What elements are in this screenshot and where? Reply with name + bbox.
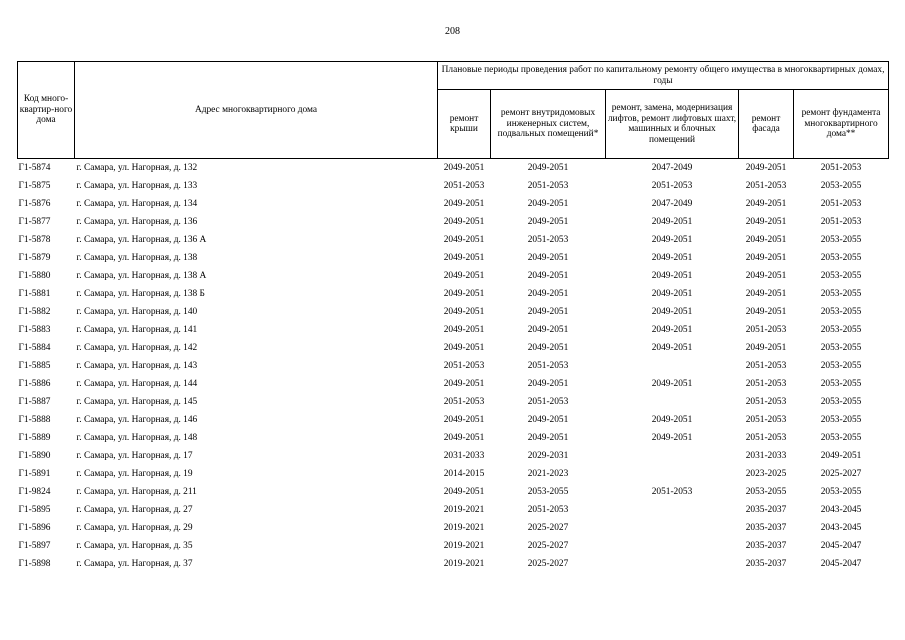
house-code: Г1-5888 xyxy=(18,414,51,425)
table-header xyxy=(18,62,889,159)
foundation-period: 2053-2055 xyxy=(820,288,862,299)
page-number: 208 xyxy=(445,26,460,37)
foundation-period: 2053-2055 xyxy=(820,396,862,407)
facade-period: 2031-2033 xyxy=(745,450,787,461)
elevators-period xyxy=(606,537,739,555)
facade-period: 2051-2053 xyxy=(745,378,787,389)
house-code: Г1-5883 xyxy=(18,324,51,335)
facade-period: 2035-2037 xyxy=(745,504,787,515)
header-address: Адрес многоквартирного дома xyxy=(75,62,438,159)
house-address: г. Самара, ул. Нагорная, д. 37 xyxy=(76,558,193,569)
elevators-period: 2049-2051 xyxy=(651,306,693,317)
facade-period: 2051-2053 xyxy=(745,180,787,191)
elevators-period: 2051-2053 xyxy=(651,180,693,191)
facade-period: 2049-2051 xyxy=(745,216,787,227)
engineering-period: 2051-2053 xyxy=(527,180,569,191)
foundation-period: 2053-2055 xyxy=(820,360,862,371)
roof-period: 2049-2051 xyxy=(443,216,485,227)
engineering-period: 2049-2051 xyxy=(527,306,569,317)
elevators-period xyxy=(606,465,739,483)
foundation-period: 2045-2047 xyxy=(820,558,862,569)
house-address: г. Самара, ул. Нагорная, д. 132 xyxy=(75,159,438,178)
house-code: Г1-5880 xyxy=(18,270,51,281)
elevators-period: 2049-2051 xyxy=(651,414,693,425)
foundation-period: 2053-2055 xyxy=(820,180,862,191)
engineering-period: 2049-2051 xyxy=(527,288,569,299)
foundation-period: 2053-2055 xyxy=(820,234,862,245)
table-row xyxy=(18,447,889,465)
roof-period: 2049-2051 xyxy=(443,324,485,335)
house-code: Г1-5874 xyxy=(18,159,75,178)
roof-period: 2049-2051 xyxy=(443,432,485,443)
foundation-period: 2051-2053 xyxy=(794,159,889,178)
table-row xyxy=(18,249,889,267)
engineering-period: 2051-2053 xyxy=(527,396,569,407)
foundation-period: 2043-2045 xyxy=(820,504,862,515)
house-code: Г1-5898 xyxy=(18,558,51,569)
elevators-period: 2049-2051 xyxy=(651,216,693,227)
engineering-period: 2021-2023 xyxy=(527,468,569,479)
house-address: г. Самара, ул. Нагорная, д. 138 А xyxy=(76,270,207,281)
table-row xyxy=(18,213,889,231)
table-row xyxy=(18,231,889,249)
engineering-period: 2049-2051 xyxy=(527,198,569,209)
facade-period: 2035-2037 xyxy=(745,522,787,533)
table-row xyxy=(18,159,889,178)
table-row xyxy=(18,267,889,285)
roof-period: 2051-2053 xyxy=(443,180,485,191)
header-facade: ремонт фасада xyxy=(739,90,794,159)
facade-period: 2035-2037 xyxy=(745,540,787,551)
house-address: г. Самара, ул. Нагорная, д. 27 xyxy=(76,504,193,515)
house-code: Г1-5889 xyxy=(18,432,51,443)
facade-period: 2049-2051 xyxy=(745,342,787,353)
elevators-period xyxy=(606,555,739,573)
elevators-period: 2049-2051 xyxy=(651,432,693,443)
roof-period: 2049-2051 xyxy=(443,342,485,353)
header-elevators: ремонт, замена, модернизация лифтов, ремонт лифтовых шахт, машинных и блочных помещений xyxy=(606,90,739,159)
roof-period: 2049-2051 xyxy=(438,159,491,178)
house-address: г. Самара, ул. Нагорная, д. 29 xyxy=(76,522,193,533)
foundation-period: 2049-2051 xyxy=(820,450,862,461)
engineering-period: 2053-2055 xyxy=(527,486,569,497)
roof-period: 2019-2021 xyxy=(443,504,485,515)
roof-period: 2049-2051 xyxy=(443,378,485,389)
engineering-period: 2025-2027 xyxy=(527,540,569,551)
elevators-period: 2049-2051 xyxy=(651,342,693,353)
house-address: г. Самара, ул. Нагорная, д. 143 xyxy=(76,360,198,371)
foundation-period: 2053-2055 xyxy=(820,270,862,281)
foundation-period: 2051-2053 xyxy=(820,216,862,227)
table-row xyxy=(18,429,889,447)
engineering-period: 2049-2051 xyxy=(527,378,569,389)
roof-period: 2049-2051 xyxy=(443,306,485,317)
foundation-period: 2053-2055 xyxy=(820,252,862,263)
house-address: г. Самара, ул. Нагорная, д. 141 xyxy=(76,324,198,335)
table-row xyxy=(18,375,889,393)
facade-period: 2051-2053 xyxy=(745,414,787,425)
house-code: Г1-5884 xyxy=(18,342,51,353)
engineering-period: 2049-2051 xyxy=(527,342,569,353)
house-code: Г1-5885 xyxy=(18,360,51,371)
table-row xyxy=(18,393,889,411)
house-code: Г1-5879 xyxy=(18,252,51,263)
roof-period: 2014-2015 xyxy=(443,468,485,479)
facade-period: 2035-2037 xyxy=(745,558,787,569)
foundation-period: 2053-2055 xyxy=(820,414,862,425)
header-foundation: ремонт фундамента многоквартирного дома** xyxy=(794,90,889,159)
elevators-period xyxy=(606,357,739,375)
repair-plan-table xyxy=(17,61,889,573)
roof-period: 2051-2053 xyxy=(443,396,485,407)
foundation-period: 2043-2045 xyxy=(820,522,862,533)
house-code: Г1-5897 xyxy=(18,540,51,551)
elevators-period: 2047-2049 xyxy=(606,159,739,178)
house-address: г. Самара, ул. Нагорная, д. 133 xyxy=(76,180,198,191)
facade-period: 2049-2051 xyxy=(745,252,787,263)
house-address: г. Самара, ул. Нагорная, д. 140 xyxy=(76,306,198,317)
house-address: г. Самара, ул. Нагорная, д. 136 xyxy=(76,216,198,227)
facade-period: 2049-2051 xyxy=(745,234,787,245)
roof-period: 2019-2021 xyxy=(443,540,485,551)
header-periods: Плановые периоды проведения работ по капитальному ремонту общего имущества в многоквартирных домах, годы xyxy=(438,62,889,90)
table-row xyxy=(18,519,889,537)
house-address: г. Самара, ул. Нагорная, д. 138 Б xyxy=(76,288,205,299)
table-row xyxy=(18,501,889,519)
table-row xyxy=(18,555,889,573)
foundation-period: 2051-2053 xyxy=(820,198,862,209)
roof-period: 2049-2051 xyxy=(443,270,485,281)
roof-period: 2049-2051 xyxy=(443,486,485,497)
foundation-period: 2025-2027 xyxy=(820,468,862,479)
house-address: г. Самара, ул. Нагорная, д. 134 xyxy=(76,198,198,209)
facade-period: 2053-2055 xyxy=(745,486,787,497)
table-body xyxy=(18,159,889,574)
table-row xyxy=(18,285,889,303)
facade-period: 2049-2051 xyxy=(745,306,787,317)
table-row xyxy=(18,357,889,375)
house-code: Г1-5878 xyxy=(18,234,51,245)
engineering-period: 2025-2027 xyxy=(527,558,569,569)
house-code: Г1-5875 xyxy=(18,180,51,191)
table-row xyxy=(18,411,889,429)
foundation-period: 2053-2055 xyxy=(820,306,862,317)
house-code: Г1-9824 xyxy=(18,486,51,497)
house-address: г. Самара, ул. Нагорная, д. 144 xyxy=(76,378,198,389)
roof-period: 2049-2051 xyxy=(443,198,485,209)
foundation-period: 2045-2047 xyxy=(820,540,862,551)
facade-period: 2049-2051 xyxy=(745,288,787,299)
foundation-period: 2053-2055 xyxy=(820,432,862,443)
elevators-period xyxy=(606,393,739,411)
facade-period: 2023-2025 xyxy=(745,468,787,479)
roof-period: 2049-2051 xyxy=(443,234,485,245)
roof-period: 2049-2051 xyxy=(443,414,485,425)
house-code: Г1-5891 xyxy=(18,468,51,479)
elevators-period: 2047-2049 xyxy=(651,198,693,209)
foundation-period: 2053-2055 xyxy=(820,378,862,389)
header-code: Код много-квартир-ного дома xyxy=(18,62,75,159)
table-row xyxy=(18,321,889,339)
roof-period: 2019-2021 xyxy=(443,558,485,569)
house-code: Г1-5890 xyxy=(18,450,51,461)
engineering-period: 2051-2053 xyxy=(527,360,569,371)
roof-period: 2049-2051 xyxy=(443,252,485,263)
facade-period: 2051-2053 xyxy=(745,396,787,407)
engineering-period: 2049-2051 xyxy=(527,324,569,335)
elevators-period: 2049-2051 xyxy=(651,234,693,245)
roof-period: 2019-2021 xyxy=(443,522,485,533)
elevators-period: 2049-2051 xyxy=(651,252,693,263)
foundation-period: 2053-2055 xyxy=(820,486,862,497)
house-address: г. Самара, ул. Нагорная, д. 146 xyxy=(76,414,198,425)
house-address: г. Самара, ул. Нагорная, д. 145 xyxy=(76,396,198,407)
engineering-period: 2029-2031 xyxy=(527,450,569,461)
engineering-period: 2049-2051 xyxy=(527,270,569,281)
foundation-period: 2053-2055 xyxy=(820,342,862,353)
roof-period: 2049-2051 xyxy=(443,288,485,299)
house-address: г. Самара, ул. Нагорная, д. 35 xyxy=(76,540,193,551)
house-address: г. Самара, ул. Нагорная, д. 19 xyxy=(76,468,193,479)
house-code: Г1-5882 xyxy=(18,306,51,317)
engineering-period: 2051-2053 xyxy=(527,504,569,515)
facade-period: 2049-2051 xyxy=(739,159,794,178)
table-row xyxy=(18,537,889,555)
house-address: г. Самара, ул. Нагорная, д. 148 xyxy=(76,432,198,443)
engineering-period: 2049-2051 xyxy=(527,252,569,263)
table-row xyxy=(18,177,889,195)
table-row xyxy=(18,339,889,357)
elevators-period xyxy=(606,501,739,519)
table-row xyxy=(18,465,889,483)
house-address: г. Самара, ул. Нагорная, д. 138 xyxy=(76,252,198,263)
elevators-period xyxy=(606,447,739,465)
table-row xyxy=(18,483,889,501)
engineering-period: 2051-2053 xyxy=(527,234,569,245)
elevators-period: 2049-2051 xyxy=(651,324,693,335)
engineering-period: 2049-2051 xyxy=(491,159,606,178)
engineering-period: 2049-2051 xyxy=(527,414,569,425)
house-code: Г1-5886 xyxy=(18,378,51,389)
facade-period: 2051-2053 xyxy=(745,324,787,335)
house-code: Г1-5881 xyxy=(18,288,51,299)
engineering-period: 2049-2051 xyxy=(527,216,569,227)
house-address: г. Самара, ул. Нагорная, д. 17 xyxy=(76,450,193,461)
facade-period: 2049-2051 xyxy=(745,270,787,281)
foundation-period: 2053-2055 xyxy=(820,324,862,335)
elevators-period: 2051-2053 xyxy=(651,486,693,497)
engineering-period: 2025-2027 xyxy=(527,522,569,533)
house-code: Г1-5895 xyxy=(18,504,51,515)
header-roof: ремонт крыши xyxy=(438,90,491,159)
house-address: г. Самара, ул. Нагорная, д. 136 А xyxy=(76,234,207,245)
facade-period: 2051-2053 xyxy=(745,360,787,371)
house-code: Г1-5877 xyxy=(18,216,51,227)
engineering-period: 2049-2051 xyxy=(527,432,569,443)
house-code: Г1-5876 xyxy=(18,198,51,209)
elevators-period: 2049-2051 xyxy=(651,288,693,299)
roof-period: 2051-2053 xyxy=(443,360,485,371)
facade-period: 2051-2053 xyxy=(745,432,787,443)
facade-period: 2049-2051 xyxy=(745,198,787,209)
elevators-period xyxy=(606,519,739,537)
elevators-period: 2049-2051 xyxy=(651,270,693,281)
header-engineering: ремонт внутридомовых инженерных систем, подвальных помещений* xyxy=(491,90,606,159)
house-code: Г1-5887 xyxy=(18,396,51,407)
house-address: г. Самара, ул. Нагорная, д. 142 xyxy=(76,342,198,353)
roof-period: 2031-2033 xyxy=(443,450,485,461)
table-row xyxy=(18,195,889,213)
house-address: г. Самара, ул. Нагорная, д. 211 xyxy=(76,486,197,497)
house-code: Г1-5896 xyxy=(18,522,51,533)
elevators-period: 2049-2051 xyxy=(651,378,693,389)
table-row xyxy=(18,303,889,321)
